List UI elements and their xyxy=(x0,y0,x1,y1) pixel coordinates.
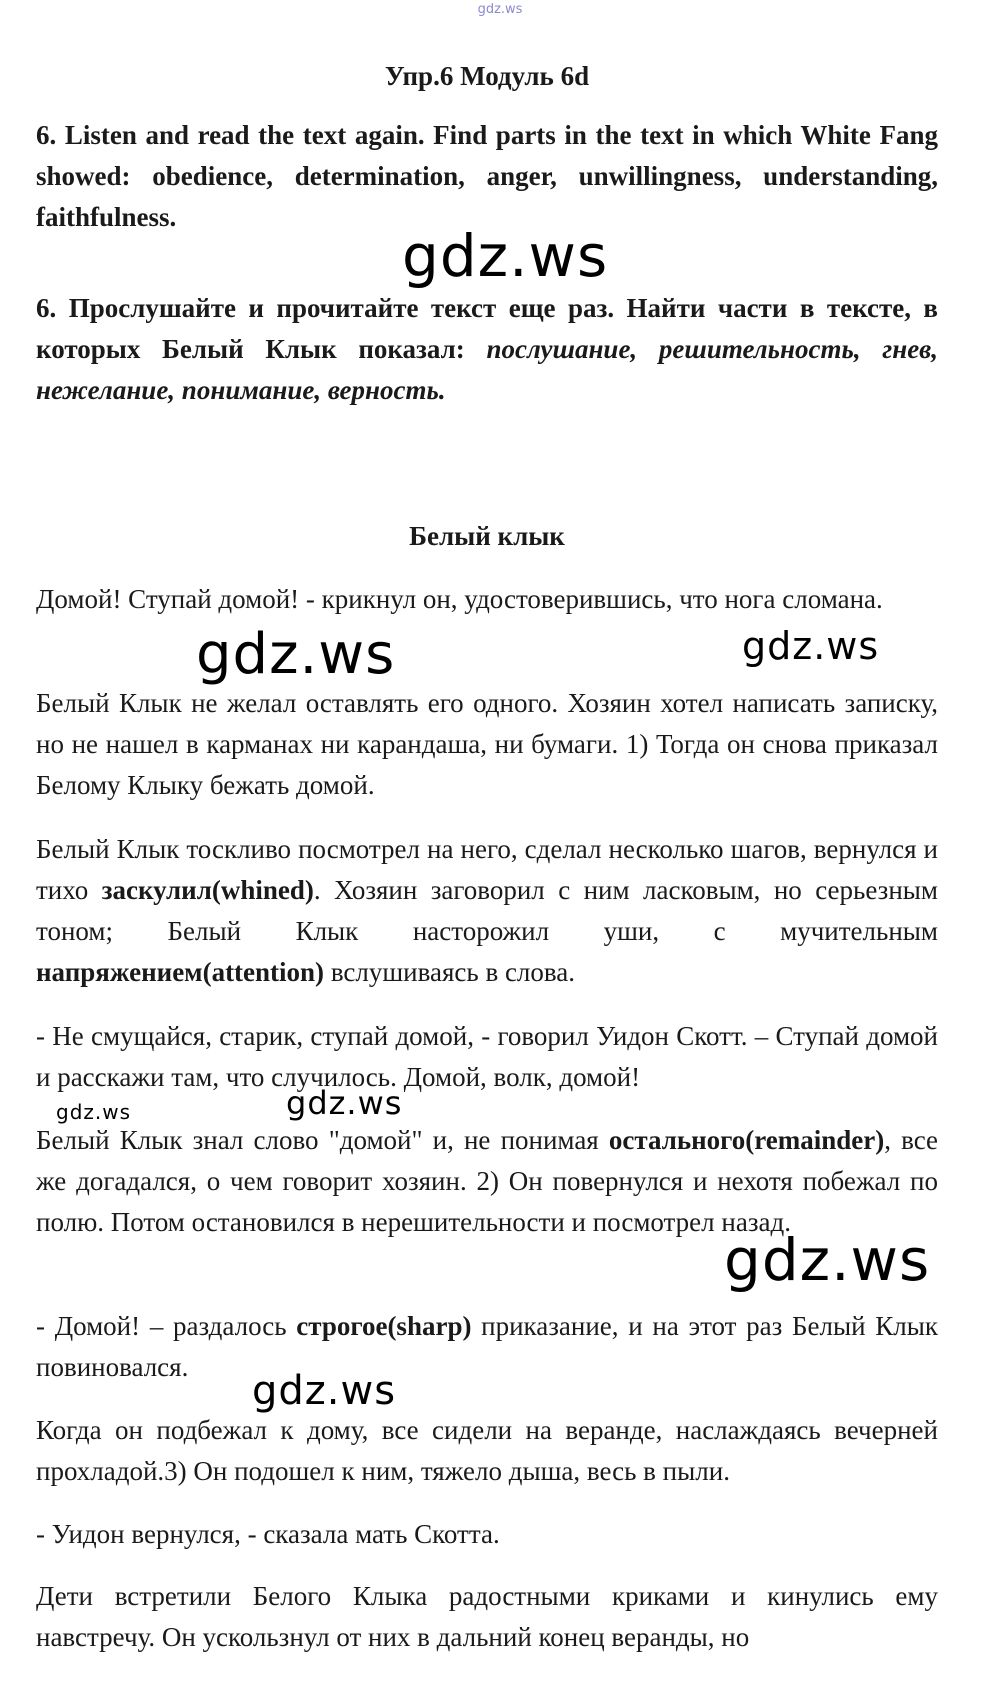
story-title: Белый клык xyxy=(409,521,565,551)
paragraph-2: Белый Клык не желал оставлять его одного. Хозяин хотел написать записку, но не нашел в карманах ни карандаша, ни бумаги. 1) Тогда он снова приказал Белому Клыку бежать домой. xyxy=(36,688,938,800)
task-english: 6. Listen and read the text again. Find parts in the text in which White Fang showed: obedience, determination, anger, unwillingness, understanding, faithfulness. xyxy=(36,120,938,232)
paragraph-7: Когда он подбежал к дому, все сидели на веранде, наслаждаясь вечерней прохладой.3) Он подошел к ним, тяжело дыша, весь в пыли. xyxy=(36,1415,938,1486)
watermark-5: gdz.ws xyxy=(286,1084,403,1122)
paragraph-5 xyxy=(36,1120,938,1243)
watermark-1: gdz.ws xyxy=(402,222,609,290)
watermark-6: gdz.ws xyxy=(724,1226,931,1294)
term-attention: напряжением(attention) xyxy=(36,957,325,987)
paragraph-6-text-c: приказание, и на этот раз Белый Клык повиновался. xyxy=(36,1311,939,1382)
paragraph-9: Дети встретили Белого Клыка радостными криками и кинулись ему навстречу. Он ускользнул от них в дальний конец веранды, но xyxy=(36,1581,938,1652)
paragraph-6-text-a: - Домой! – раздалось xyxy=(36,1311,297,1341)
watermark-7: gdz.ws xyxy=(252,1368,397,1414)
paragraph-6 xyxy=(36,1306,938,1388)
term-whined: заскулил(whined) xyxy=(101,875,314,905)
paragraph-8: - Уидон вернулся, - сказала мать Скотта. xyxy=(36,1519,500,1549)
paragraph-3 xyxy=(36,829,938,993)
paragraph-3-text-c: . Хозяин заговорил с ним ласковым, но серьезным тоном; Белый Клык насторожил уши, с мучительным xyxy=(36,875,938,946)
term-sharp: строгое(sharp) xyxy=(296,1311,472,1341)
paragraph-4: - Не смущайся, старик, ступай домой, - говорил Уидон Скотт. – Ступай домой и расскажи там, что случилось. Домой, волк, домой! xyxy=(36,1021,938,1092)
term-remainder: остального(remainder) xyxy=(608,1125,885,1155)
page-title: Упр.6 Модуль 6d xyxy=(384,61,590,91)
task-russian-italic: послушание, решительность, гнев, нежелание, понимание, верность. xyxy=(36,334,938,405)
watermark-3: gdz.ws xyxy=(742,624,880,668)
task-russian xyxy=(36,288,938,411)
watermark-2: gdz.ws xyxy=(196,622,396,687)
paragraph-3-text-e: вслушиваясь в слова. xyxy=(324,957,576,987)
top-watermark: gdz.ws xyxy=(477,2,523,17)
task-russian-plain: 6. Прослушайте и прочитайте текст еще раз. Найти части в тексте, в которых Белый Клык показал: xyxy=(36,293,938,364)
paragraph-1: Домой! Ступай домой! - крикнул он, удостоверившись, что нога сломана. xyxy=(36,584,883,614)
watermark-4: gdz.ws xyxy=(56,1100,132,1124)
paragraph-5-text-c: , все же догадался, о чем говорит хозяин. 2) Он повернулся и нехотя побежал по полю. Потом остановился в нерешительности и посмотрел назад. xyxy=(36,1125,939,1237)
paragraph-5-text-a: Белый Клык знал слово "домой" и, не понимая xyxy=(36,1125,609,1155)
paragraph-3-text-a: Белый Клык тоскливо посмотрел на него, сделал несколько шагов, вернулся и тихо xyxy=(36,834,938,905)
